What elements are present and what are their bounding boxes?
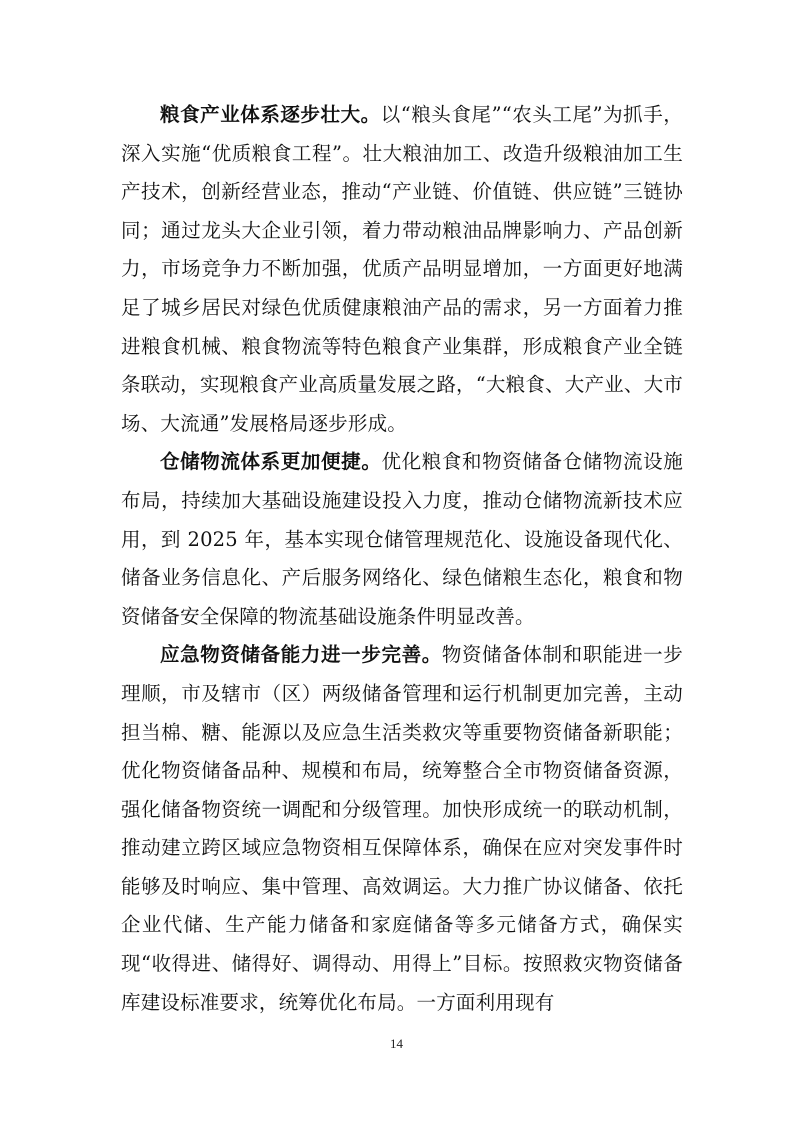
paragraph-text: 优化粮食和物资储备仓储物流设施布局，持续加大基础设施建设投入力度，推动仓储物流新技术应用，到 2025 年，基本实现仓储管理规范化、设施设备现代化、储备业务信息化、产后服务网络化、绿色储粮生态化，粮食和物资储备安全保障的物流基础设施条件明显改善。	[121, 450, 683, 628]
paragraph-heading: 仓储物流体系更加便捷。	[160, 450, 382, 474]
paragraph-heading: 应急物资储备能力进一步完善。	[160, 643, 442, 667]
paragraph-text: 物资储备体制和职能进一步理顺，市及辖市（区）两级储备管理和运行机制更加完善，主动担当棉、糖、能源以及应急生活类救灾等重要物资储备新职能；优化物资储备品种、规模和布局，统筹整合全市物资储备资源，强化储备物资统一调配和分级管理。加快形成统一的联动机制，推动建立跨区域应急物资相互保障体系，确保在应对突发事件时能够及时响应、集中管理、高效调运。大力推广协议储备、依托企业代储、生产能力储备和家庭储备等多元储备方式，确保实现“收得进、储得好、调得动、用得上”目标。按照救灾物资储备库建设标准要求，统筹优化布局。一方面利用现有	[121, 643, 683, 1014]
paragraph-heading: 粮食产业体系逐步壮大。	[160, 103, 381, 126]
paragraph-emergency-reserves	[121, 636, 683, 1022]
paragraph-text: 以“粮头食尾”“农头工尾”为抓手，深入实施“优质粮食工程”。壮大粮油加工、改造升级粮油加工生产技术，创新经营业态，推动“产业链、价值链、供应链”三链协同；通过龙头大企业引领，着力带动粮油品牌影响力、产品创新力，市场竞争力不断加强，优质产品明显增加，一方面更好地满足了城乡居民对绿色优质健康粮油产品的需求，另一方面着力推进粮食机械、粮食物流等特色粮食产业集群，形成粮食产业全链条联动，实现粮食产业高质量发展之路，“大粮食、大产业、大市场、大流通”发展格局逐步形成。	[121, 103, 684, 435]
paragraph-grain-industry	[121, 96, 683, 443]
paragraph-storage-logistics	[121, 443, 683, 636]
page-number: 14	[390, 1036, 403, 1051]
document-body	[121, 96, 683, 1022]
